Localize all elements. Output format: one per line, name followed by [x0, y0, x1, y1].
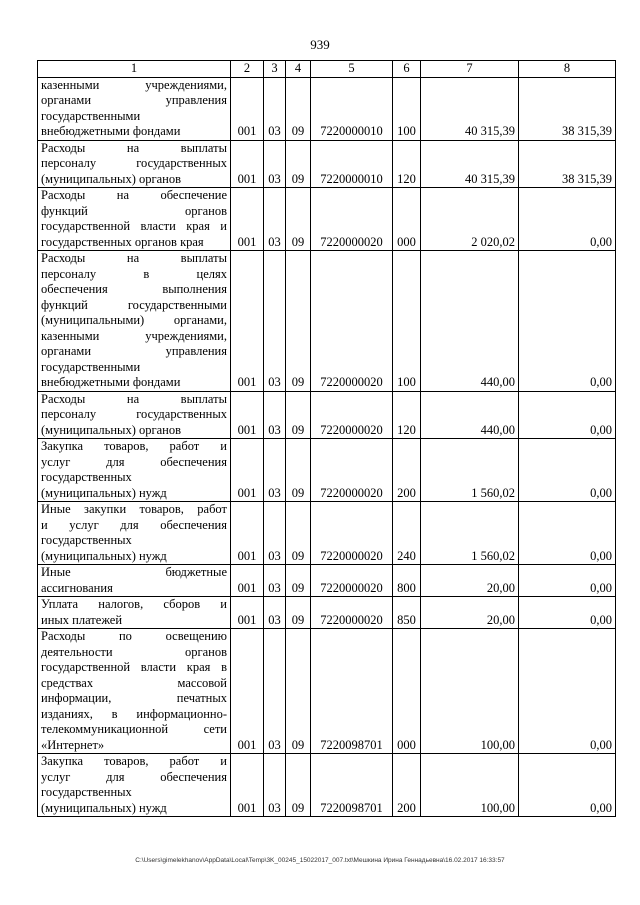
amount-actual: 0,00 [519, 251, 616, 392]
subsection-code: 09 [286, 629, 311, 754]
target-item-code: 7220000020 [311, 391, 393, 439]
amount-actual: 0,00 [519, 754, 616, 817]
description-line: иных платежей [41, 612, 123, 627]
expense-type-code: 100 [393, 251, 421, 392]
amount-actual: 0,00 [519, 391, 616, 439]
table-row [38, 629, 616, 754]
amount-actual: 0,00 [519, 502, 616, 565]
description-line: деятельности органов [41, 644, 227, 659]
admin-code: 001 [231, 391, 264, 439]
target-item-code: 7220000010 [311, 140, 393, 188]
description-line: функций государственными [41, 297, 227, 312]
description-line: государственными [41, 359, 141, 374]
admin-code: 001 [231, 502, 264, 565]
subsection-code: 09 [286, 754, 311, 817]
subsection-code: 09 [286, 597, 311, 629]
column-header-4: 4 [286, 61, 311, 78]
admin-code: 001 [231, 754, 264, 817]
description-line: Расходы на обеспечение [41, 188, 227, 202]
subsection-code: 09 [286, 77, 311, 140]
description-line: Закупка товаров, работ и [41, 439, 227, 453]
expense-type-code: 100 [393, 77, 421, 140]
section-code: 03 [264, 77, 286, 140]
table-row [38, 754, 616, 817]
expense-description [38, 597, 231, 629]
target-item-code: 7220000020 [311, 502, 393, 565]
description-line: услуг для обеспечения [41, 769, 227, 784]
amount-plan: 20,00 [421, 565, 519, 597]
description-line: (муниципальными) органами, [41, 313, 227, 327]
amount-actual: 0,00 [519, 188, 616, 251]
description-line: (муниципальных) органов [41, 171, 182, 186]
admin-code: 001 [231, 629, 264, 754]
column-header-5: 5 [311, 61, 393, 78]
amount-actual: 38 315,39 [519, 77, 616, 140]
subsection-code: 09 [286, 502, 311, 565]
column-header-7: 7 [421, 61, 519, 78]
description-line: Закупка товаров, работ и [41, 754, 227, 768]
amount-actual: 0,00 [519, 439, 616, 502]
description-line: казенными учреждениями, [41, 77, 227, 92]
section-code: 03 [264, 629, 286, 754]
table-row [38, 77, 616, 140]
description-line: Уплата налогов, сборов и [41, 597, 227, 611]
table-header-row [38, 61, 616, 78]
description-line: государственных [41, 785, 132, 799]
target-item-code: 7220000020 [311, 188, 393, 251]
description-line: (муниципальных) нужд [41, 800, 167, 815]
description-line: (муниципальных) органов [41, 422, 182, 437]
expense-type-code: 120 [393, 391, 421, 439]
budget-table [37, 60, 616, 817]
description-line: органами управления [41, 344, 227, 358]
description-line: Расходы на выплаты [41, 391, 227, 406]
description-line: Иные бюджетные [41, 565, 227, 579]
page-number: 939 [310, 37, 330, 52]
description-line: обеспечения выполнения [41, 282, 227, 296]
description-line: государственных [41, 533, 132, 547]
table-row [38, 597, 616, 629]
target-item-code: 7220000020 [311, 251, 393, 392]
admin-code: 001 [231, 188, 264, 251]
description-line: телекоммуникационной сети [41, 722, 227, 736]
section-code: 03 [264, 391, 286, 439]
expense-description [38, 391, 231, 439]
description-line: государственной власти края в [41, 660, 227, 674]
expense-type-code: 120 [393, 140, 421, 188]
description-line: Расходы на выплаты [41, 251, 227, 265]
amount-actual: 0,00 [519, 565, 616, 597]
description-line: государственных [41, 470, 132, 484]
admin-code: 001 [231, 439, 264, 502]
table-row [38, 391, 616, 439]
subsection-code: 09 [286, 140, 311, 188]
amount-plan: 2 020,02 [421, 188, 519, 251]
description-line: государственных органов края [41, 234, 204, 249]
admin-code: 001 [231, 140, 264, 188]
admin-code: 001 [231, 597, 264, 629]
expense-type-code: 240 [393, 502, 421, 565]
amount-plan: 100,00 [421, 754, 519, 817]
table-row [38, 502, 616, 565]
column-header-3: 3 [264, 61, 286, 78]
description-line: Расходы на выплаты [41, 140, 227, 155]
admin-code: 001 [231, 251, 264, 392]
amount-plan: 40 315,39 [421, 140, 519, 188]
description-line: персоналу в целях [41, 266, 227, 281]
description-line: Расходы по освещению [41, 629, 227, 643]
description-line: персоналу государственных [41, 407, 227, 421]
section-code: 03 [264, 754, 286, 817]
subsection-code: 09 [286, 188, 311, 251]
amount-actual: 0,00 [519, 629, 616, 754]
section-code: 03 [264, 502, 286, 565]
description-line: (муниципальных) нужд [41, 485, 167, 500]
expense-description [38, 502, 231, 565]
description-line: органами управления [41, 93, 227, 107]
expense-description [38, 188, 231, 251]
section-code: 03 [264, 188, 286, 251]
amount-plan: 1 560,02 [421, 439, 519, 502]
table-row [38, 188, 616, 251]
description-line: и услуг для обеспечения [41, 517, 227, 532]
subsection-code: 09 [286, 439, 311, 502]
description-line: информации, печатных [41, 691, 227, 705]
subsection-code: 09 [286, 251, 311, 392]
expense-description [38, 754, 231, 817]
amount-actual: 38 315,39 [519, 140, 616, 188]
column-header-1: 1 [38, 61, 231, 78]
section-code: 03 [264, 439, 286, 502]
admin-code: 001 [231, 77, 264, 140]
section-code: 03 [264, 140, 286, 188]
amount-plan: 20,00 [421, 597, 519, 629]
description-line: (муниципальных) нужд [41, 548, 167, 563]
target-item-code: 7220098701 [311, 754, 393, 817]
amount-plan: 100,00 [421, 629, 519, 754]
target-item-code: 7220000020 [311, 439, 393, 502]
table-row [38, 439, 616, 502]
expense-type-code: 000 [393, 629, 421, 754]
subsection-code: 09 [286, 391, 311, 439]
section-code: 03 [264, 251, 286, 392]
description-line: внебюджетными фондами [41, 124, 181, 138]
target-item-code: 7220000020 [311, 597, 393, 629]
description-line: государственными [41, 108, 141, 123]
description-line: Иные закупки товаров, работ [41, 502, 227, 516]
expense-type-code: 800 [393, 565, 421, 597]
description-line: ассигнования [41, 580, 113, 595]
table-row [38, 251, 616, 392]
table-row [38, 565, 616, 597]
amount-plan: 440,00 [421, 391, 519, 439]
description-line: казенными учреждениями, [41, 328, 227, 343]
amount-plan: 40 315,39 [421, 77, 519, 140]
target-item-code: 7220000010 [311, 77, 393, 140]
section-code: 03 [264, 565, 286, 597]
description-line: внебюджетными фондами [41, 375, 181, 389]
target-item-code: 7220000020 [311, 565, 393, 597]
expense-type-code: 200 [393, 439, 421, 502]
expense-type-code: 000 [393, 188, 421, 251]
description-line: персоналу государственных [41, 156, 227, 170]
description-line: «Интернет» [41, 737, 105, 752]
expense-description [38, 565, 231, 597]
expense-description [38, 629, 231, 754]
description-line: услуг для обеспечения [41, 454, 227, 469]
expense-description [38, 77, 231, 140]
admin-code: 001 [231, 565, 264, 597]
table-row [38, 140, 616, 188]
description-line: функций органов [41, 203, 227, 218]
column-header-2: 2 [231, 61, 264, 78]
description-line: государственной власти края и [41, 219, 227, 233]
column-header-6: 6 [393, 61, 421, 78]
amount-actual: 0,00 [519, 597, 616, 629]
expense-type-code: 850 [393, 597, 421, 629]
amount-plan: 440,00 [421, 251, 519, 392]
description-line: изданиях, в информационно- [41, 706, 227, 721]
section-code: 03 [264, 597, 286, 629]
expense-description [38, 251, 231, 392]
description-line: средствах массовой [41, 675, 227, 690]
amount-plan: 1 560,02 [421, 502, 519, 565]
target-item-code: 7220098701 [311, 629, 393, 754]
expense-type-code: 200 [393, 754, 421, 817]
expense-description [38, 140, 231, 188]
expense-description [38, 439, 231, 502]
file-path-footer: C:\Users\gimelekhanov\AppData\Local\Temp\3K_00245_15022017_007.txt\Мешкина Ирина Геннадьевна\16.02.2017 16:33:57 [135, 857, 505, 864]
column-header-8: 8 [519, 61, 616, 78]
subsection-code: 09 [286, 565, 311, 597]
